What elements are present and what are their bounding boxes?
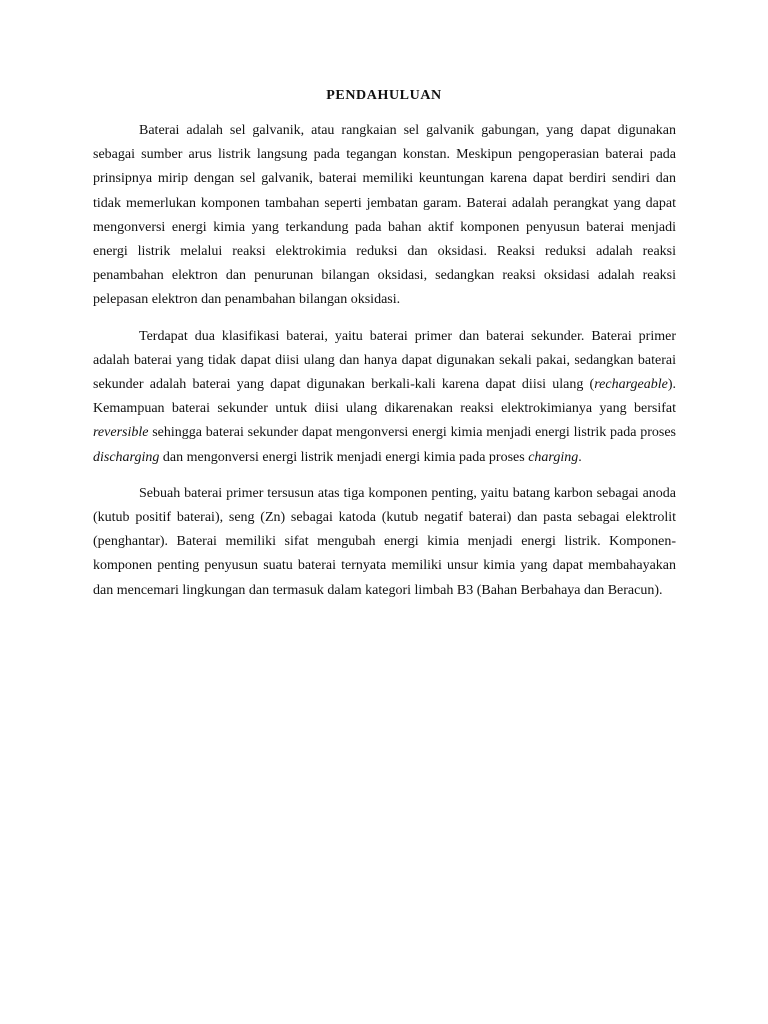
page-title: PENDAHULUAN [326, 88, 442, 103]
paragraph-1 [93, 119, 676, 313]
paragraph-1-text: Baterai adalah sel galvanik, atau rangkaian sel galvanik gabungan, yang dapat digunakan sebagai sumber arus listrik langsung pada tegangan konstan. Meskipun pengoperasian baterai pada prinsipnya mirip dengan sel galvanik, baterai memiliki keuntungan karena dapat berdiri sendiri dan tidak memerlukan komponen tambahan seperti jembatan garam. Baterai adalah perangkat yang dapat mengonversi energi kimia yang terkandung pada bahan aktif komponen penyusun baterai menjadi energi listrik melalui reaksi elektrokimia reduksi dan oksidasi. Reaksi reduksi adalah reaksi penambahan elektron dan penurunan bilangan oksidasi, sedangkan reaksi oksidasi adalah reaksi pelepasan elektron dan penambahan bilangan oksidasi. [93, 123, 676, 308]
italic-term-discharging: discharging [93, 449, 160, 465]
italic-term-rechargeable: rechargeable [594, 377, 668, 393]
paragraph-2-text: dan mengonversi energi listrik menjadi energi kimia pada proses [159, 449, 529, 465]
paragraph-3-text: Sebuah baterai primer tersusun atas tiga komponen penting, yaitu batang karbon sebagai anoda (kutub positif baterai), seng (Zn) sebagai katoda (kutub negatif baterai) dan pasta sebagai elektrolit (penghantar). Baterai memiliki sifat mengubah energi kimia menjadi energi listrik. Komponen-komponen penting penyusun suatu baterai ternyata memiliki unsur kimia yang dapat membahayakan dan mencemari lingkungan dan termasuk dalam kategori limbah B3 (Bahan Berbahaya dan Beracun). [93, 485, 676, 598]
paragraph-2-text: . [578, 449, 582, 465]
paragraph-2 [93, 325, 676, 470]
italic-term-charging: charging [528, 449, 579, 465]
paragraph-2-text: Terdapat dua klasifikasi baterai, yaitu baterai primer dan baterai sekunder. Baterai primer adalah baterai yang tidak dapat diisi ulang dan hanya dapat digunakan sekali pakai, sedangkan baterai sekunder adalah baterai yang dapat digunakan berkali-kali karena dapat diisi ulang ( [93, 328, 676, 393]
paragraph-3 [93, 482, 676, 603]
paragraph-2-text: sehingga baterai sekunder dapat mengonversi energi kimia menjadi energi listrik pada proses [148, 425, 676, 441]
paragraph-2-text: ). Kemampuan baterai sekunder untuk diisi ulang dikarenakan reaksi elektrokimianya yang bersifat [93, 377, 676, 417]
document-body [93, 119, 676, 615]
italic-term-reversible: reversible [93, 425, 149, 441]
